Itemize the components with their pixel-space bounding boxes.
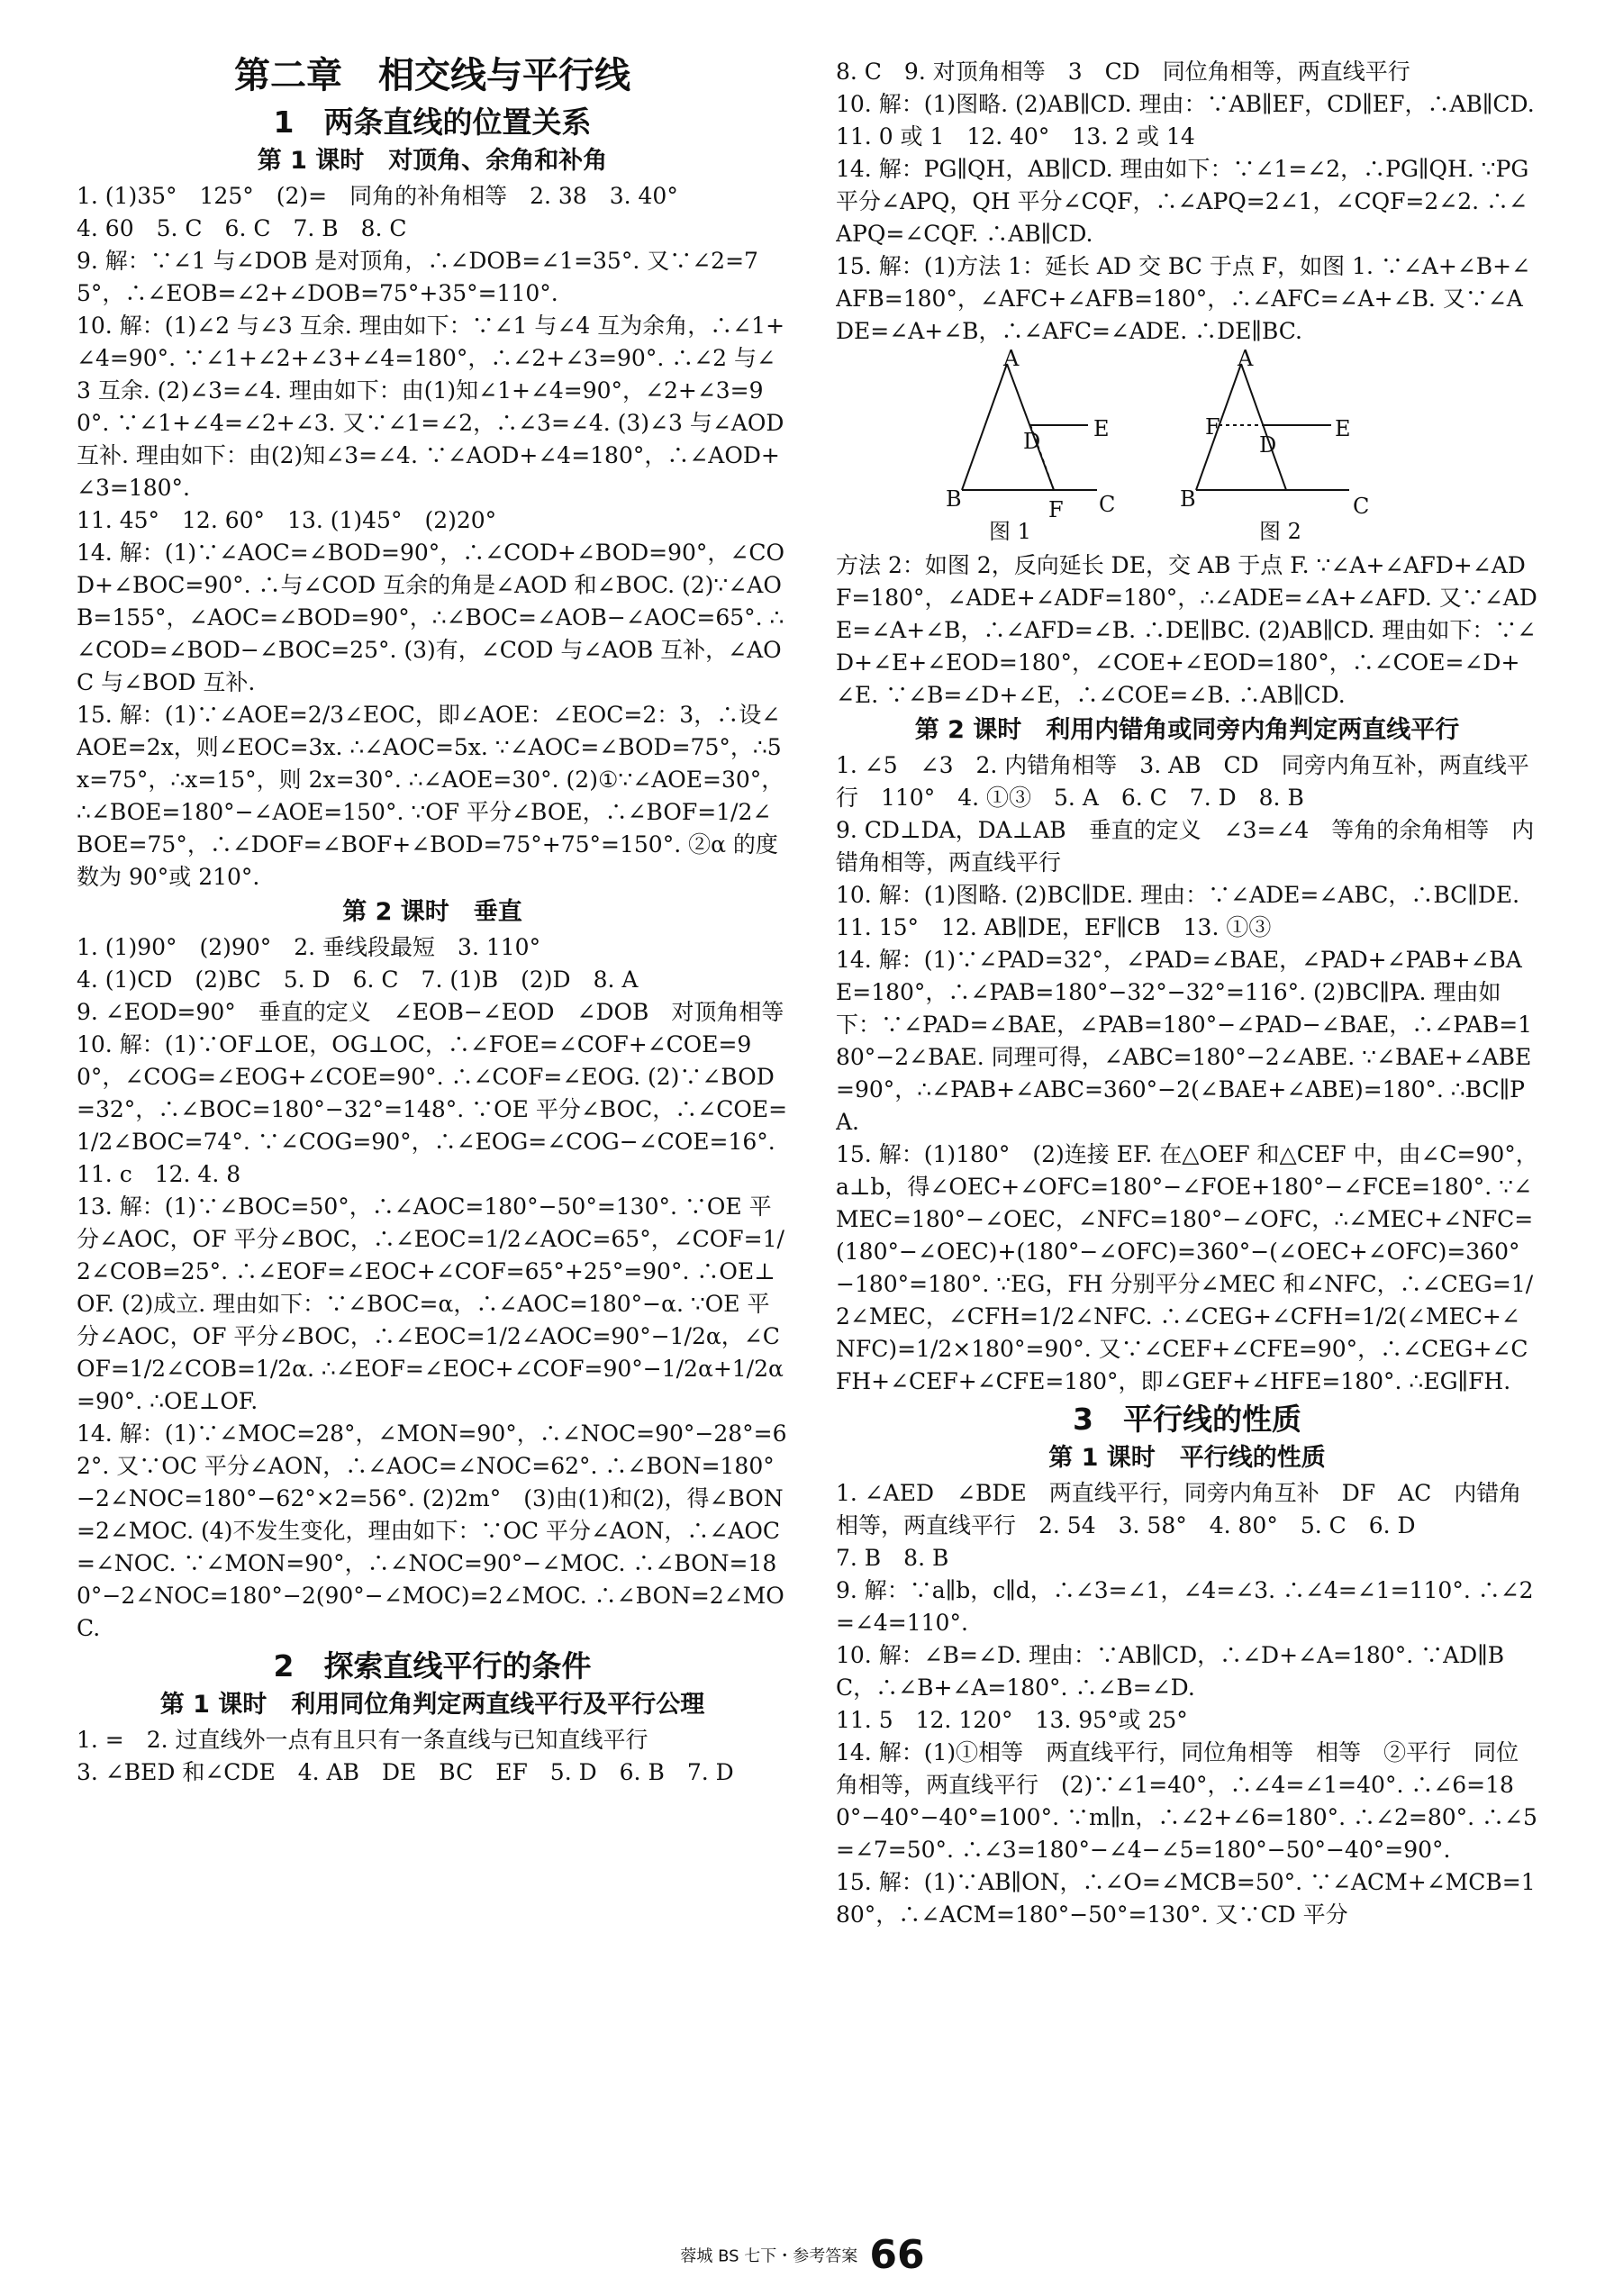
- answer-line: 15. 解：(1)∵∠AOE=2/3∠EOC，即∠AOE：∠EOC=2：3，∴设∠AOE=2x，则∠EOC=3x. ∴∠AOC=5x. ∵∠AOC=∠BOD=75°，∴5x=75°，∴x=15°，则 2x=30°. ∴∠AOE=30°. (2)①∵∠AOE=30°，∴∠BOE=180°−∠AOE=150°. ∵OF 平分∠BOE，∴∠BOF=1/2∠BOE=75°，∴∠DOF=∠BOF+∠BOD=75°+75°=150°. ②α 的度数为 90°或 210°.: [77, 702, 784, 890]
- answer-line: 11. 0 或 1 12. 40° 13. 2 或 14: [836, 123, 1195, 150]
- lesson-title: 第 1 课时 平行线的性质: [1048, 1444, 1326, 1472]
- point-label-d: D: [1023, 429, 1041, 454]
- point-label-f: F: [1205, 414, 1220, 440]
- point-label-a: A: [1238, 346, 1254, 371]
- answer-line: 1. = 2. 过直线外一点有且只有一条直线与已知直线平行: [77, 1727, 648, 1753]
- answer-line: 10. 解：(1)图略. (2)AB∥CD. 理由：∵AB∥EF，CD∥EF，∴AB∥CD.: [836, 91, 1535, 117]
- answer-line: 1. (1)90° (2)90° 2. 垂线段最短 3. 110°: [77, 934, 541, 960]
- answer-line: 9. 解：∵a∥b，c∥d，∴∠3=∠1，∠4=∠3. ∴∠4=∠1=110°. ∴∠2=∠4=110°.: [836, 1577, 1534, 1636]
- answer-line: 11. 45° 12. 60° 13. (1)45° (2)20°: [77, 507, 497, 533]
- point-label-c: C: [1353, 494, 1370, 519]
- answer-line: 7. B 8. B: [836, 1545, 949, 1571]
- section-title-2: 2 探索直线平行的条件: [273, 1648, 592, 1683]
- answer-line: 1. ∠5 ∠3 2. 内错角相等 3. AB CD 同旁内角互补，两直线平行 110° 4. ①③ 5. A 6. C 7. D 8. B: [836, 752, 1529, 811]
- geometry-figures: [946, 346, 1421, 544]
- point-label-c: C: [1099, 492, 1116, 517]
- answer-line: 15. 解：(1)方法 1：延长 AD 交 BC 于点 F，如图 1. ∵∠A+∠B+∠AFB=180°，∠AFC+∠AFB=180°，∴∠AFC=∠A+∠B. 又∵∠ADE=∠A+∠B，∴∠AFC=∠ADE. ∴DE∥BC.: [836, 253, 1531, 344]
- point-label-a: A: [1003, 346, 1020, 371]
- point-label-e: E: [1093, 416, 1110, 441]
- answer-line: 4. (1)CD (2)BC 5. D 6. C 7. (1)B (2)D 8. A: [77, 966, 639, 993]
- answer-line: 15. 解：(1)180° (2)连接 EF. 在△OEF 和△CEF 中，由∠C=90°，a⊥b，得∠OEC+∠OFC=180°−∠FOE+180°−∠FCE=180°. ∵∠MEC=180°−∠OEC，∠NFC=180°−∠OFC，∴∠MEC+∠NFC=(180°−∠OEC)+(180°−∠OFC)=360°−(∠OEC+∠OFC)=360°−180°=180°. ∵EG，FH 分别平分∠MEC 和∠NFC，∴∠CEG=1/2∠MEC，∠CFH=1/2∠NFC. ∴∠CEG+∠CFH=1/2(∠MEC+∠NFC)=1/2×180°=90°. 又∵∠CEF+∠CFE=90°，∴∠CEG+∠CFH+∠CEF+∠CFE=180°，即∠GEF+∠HFE=180°. ∴EG∥FH.: [836, 1141, 1538, 1394]
- answer-line: 10. 解：∠B=∠D. 理由：∵AB∥CD，∴∠D+∠A=180°. ∵AD∥BC，∴∠B+∠A=180°. ∴∠B=∠D.: [836, 1642, 1505, 1701]
- section-title-1: 1 两条直线的位置关系: [273, 104, 592, 140]
- point-label-f: F: [1048, 497, 1064, 522]
- figure-1-caption: 图 1: [989, 519, 1031, 544]
- answer-line: 13. 解：(1)∵∠BOC=50°，∴∠AOC=180°−50°=130°. ∵OE 平分∠AOC，OF 平分∠BOC，∴∠EOC=1/2∠AOC=65°，∠COF=1/2∠COB=25°. ∴∠EOF=∠EOC+∠COF=65°+25°=90°. ∴OE⊥OF. (2)成立. 理由如下：∵∠BOC=α，∴∠AOC=180°−α. ∵OE 平分∠AOC，OF 平分∠BOC，∴∠EOC=1/2∠AOC=90°−1/2α，∠COF=1/2∠COB=1/2α. ∴∠EOF=∠EOC+∠COF=90°−1/2α+1/2α=90°. ∴OE⊥OF.: [77, 1193, 784, 1414]
- point-label-d: D: [1259, 432, 1277, 458]
- section-title-3: 3 平行线的性质: [1073, 1402, 1301, 1437]
- answer-line: 14. 解：(1)∵∠PAD=32°，∠PAD=∠BAE，∠PAD+∠PAB+∠BAE=180°，∴∠PAB=180°−32°−32°=116°. (2)BC∥PA. 理由如下：∵∠PAD=∠BAE，∠PAB=180°−∠PAD−∠BAE，∴∠PAB=180°−2∠BAE. 同理可得，∠ABC=180°−2∠ABE. ∵∠BAE+∠ABE=90°，∴∠PAB+∠ABC=360°−2(∠BAE+∠ABE)=180°. ∴BC∥PA.: [836, 947, 1533, 1135]
- answer-line: 15. 解：(1)∵AB∥ON，∴∠O=∠MCB=50°. ∵∠ACM+∠MCB=180°，∴∠ACM=180°−50°=130°. 又∵CD 平分: [836, 1869, 1536, 1928]
- answer-line: 方法 2：如图 2，反向延长 DE，交 AB 于点 F. ∵∠A+∠AFD+∠ADF=180°，∠ADE+∠ADF=180°，∴∠ADE=∠A+∠AFD. 又∵∠ADE=∠A+∠B，∴∠AFD=∠B. ∴DE∥BC. (2)AB∥CD. 理由如下：∵∠D+∠E+∠EOD=180°，∠COE+∠EOD=180°，∴∠COE=∠D+∠E. ∵∠B=∠D+∠E，∴∠COE=∠B. ∴AB∥CD.: [836, 552, 1537, 708]
- point-label-e: E: [1335, 416, 1351, 441]
- footer-text: 蓉城 BS 七下・参考答案: [680, 2246, 858, 2266]
- left-column: [77, 52, 788, 2214]
- answer-line: 10. 解：(1)∠2 与∠3 互余. 理由如下：∵∠1 与∠4 互为余角，∴∠1+∠4=90°. ∵∠1+∠2+∠3+∠4=180°，∴∠2+∠3=90°. ∴∠2 与∠3 互余. (2)∠3=∠4. 理由如下：由(1)知∠1+∠4=90°，∠2+∠3=90°. ∵∠1+∠4=∠2+∠3. 又∵∠1=∠2，∴∠3=∠4. (3)∠3 与∠AOD 互补. 理由如下：由(2)知∠3=∠4. ∵∠AOD+∠4=180°，∴∠AOD+∠3=180°.: [77, 313, 785, 501]
- answer-line: 11. c 12. 4. 8: [77, 1161, 241, 1187]
- answer-line: 4. 60 5. C 6. C 7. B 8. C: [77, 215, 407, 241]
- answer-line: 11. 15° 12. AB∥DE，EF∥CB 13. ①③: [836, 914, 1272, 940]
- lesson-title: 第 1 课时 对顶角、余角和补角: [257, 147, 608, 175]
- answer-line: 9. ∠EOD=90° 垂直的定义 ∠EOB−∠EOD ∠DOB 对顶角相等: [77, 999, 784, 1025]
- answer-line: 14. 解：(1)∵∠AOC=∠BOD=90°，∴∠COD+∠BOD=90°，∠COD+∠BOC=90°. ∴与∠COD 互余的角是∠AOD 和∠BOC. (2)∵∠AOB=155°，∠AOC=∠BOD=90°，∴∠BOC=∠AOB−∠AOC=65°. ∴∠COD=∠BOD−∠BOC=25°. (3)有，∠COD 与∠AOB 互补，∠AOC 与∠BOD 互补.: [77, 540, 784, 695]
- answer-line: 14. 解：PG∥QH，AB∥CD. 理由如下：∵∠1=∠2，∴PG∥QH. ∵PG 平分∠APQ，QH 平分∠CQF，∴∠APQ=2∠1，∠CQF=2∠2. ∴∠APQ=∠CQF. ∴AB∥CD.: [836, 156, 1529, 247]
- answer-line: 3. ∠BED 和∠CDE 4. AB DE BC EF 5. D 6. B 7. D: [77, 1759, 734, 1785]
- lesson-title: 第 1 课时 利用同位角判定两直线平行及平行公理: [159, 1691, 705, 1719]
- answer-line: 9. CD⊥DA，DA⊥AB 垂直的定义 ∠3=∠4 等角的余角相等 内错角相等，两直线平行: [836, 817, 1535, 876]
- figure-2-caption: 图 2: [1259, 519, 1301, 544]
- answer-line: 11. 5 12. 120° 13. 95°或 25°: [836, 1707, 1188, 1733]
- answer-line: 1. (1)35° 125° (2)= 同角的补角相等 2. 38 3. 40°: [77, 183, 678, 209]
- page-footer: [0, 2232, 1605, 2278]
- answer-line: 10. 解：(1)∵OF⊥OE，OG⊥OC，∴∠FOE=∠COF+∠COE=90°，∠COG=∠EOG+∠COE=90°. ∴∠COF=∠EOG. (2)∵∠BOD=32°，∴∠BOC=180°−32°=148°. ∵OE 平分∠BOC，∴∠COE=1/2∠BOC=74°. ∵∠COG=90°，∴∠EOG=∠COG−∠COE=16°.: [77, 1031, 788, 1155]
- page-number: 66: [869, 2232, 925, 2278]
- chapter-title: 第二章 相交线与平行线: [234, 55, 630, 96]
- answer-line: 14. 解：(1)①相等 两直线平行，同位角相等 相等 ②平行 同位角相等，两直线平行 (2)∵∠1=40°，∴∠4=∠1=40°. ∴∠6=180°−40°−40°=100°. ∵m∥n，∴∠2+∠6=180°. ∴∠2=80°. ∴∠5=∠7=50°. ∴∠3=180°−∠4−∠5=180°−50°−40°=90°.: [836, 1739, 1537, 1863]
- right-column: [836, 56, 1538, 2186]
- lesson-title: 第 2 课时 利用内错角或同旁内角判定两直线平行: [914, 716, 1460, 744]
- answer-line: 1. ∠AED ∠BDE 两直线平行，同旁内角互补 DF AC 内错角相等，两直线平行 2. 54 3. 58° 4. 80° 5. C 6. D: [836, 1480, 1522, 1538]
- point-label-b: B: [1180, 486, 1196, 512]
- answer-line: 9. 解：∵∠1 与∠DOB 是对顶角，∴∠DOB=∠1=35°. 又∵∠2=75°，∴∠EOB=∠2+∠DOB=75°+35°=110°.: [77, 248, 758, 306]
- answer-line: 10. 解：(1)图略. (2)BC∥DE. 理由：∵∠ADE=∠ABC，∴BC∥DE.: [836, 882, 1520, 908]
- lesson-title: 第 2 课时 垂直: [342, 898, 522, 926]
- answer-line: 14. 解：(1)∵∠MOC=28°，∠MON=90°，∴∠NOC=90°−28°=62°. 又∵OC 平分∠AON，∴∠AOC=∠NOC=62°. ∴∠BON=180°−2∠NOC=180°−62°×2=56°. (2)2m° (3)由(1)和(2)，得∠BON=2∠MOC. (4)不发生变化，理由如下：∵OC 平分∠AON，∴∠AOC=∠NOC. ∵∠MON=90°，∴∠NOC=90°−∠MOC. ∴∠BON=180°−2∠NOC=180°−2(90°−∠MOC)=2∠MOC. ∴∠BON=2∠MOC.: [77, 1420, 787, 1641]
- answer-line: 8. C 9. 对顶角相等 3 CD 同位角相等，两直线平行: [836, 59, 1410, 85]
- point-label-b: B: [946, 486, 962, 512]
